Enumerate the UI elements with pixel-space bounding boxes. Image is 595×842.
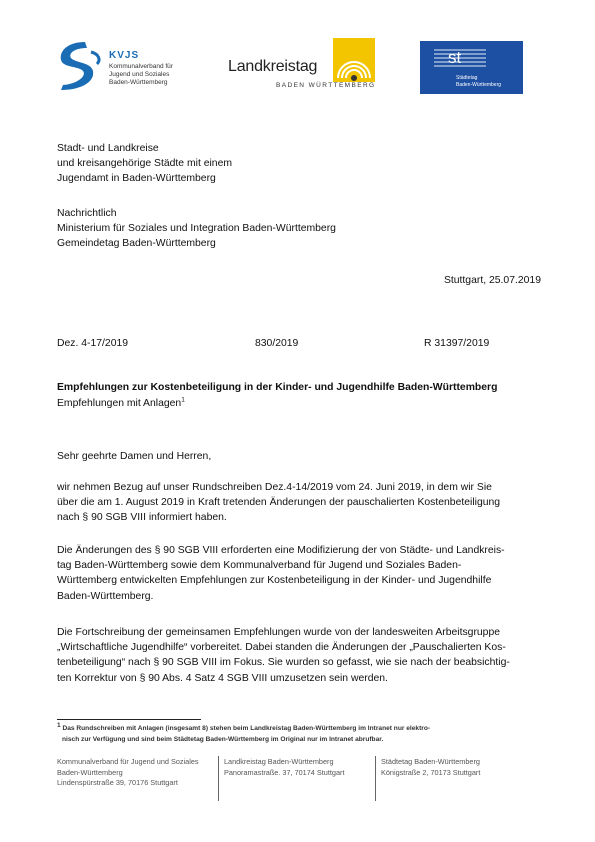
reference-number: 830/2019: [255, 338, 299, 349]
paragraph-line: wir nehmen Bezug auf unser Rundschreiben Dez.4-14/2019 vom 24. Juni 2019, in dem wir Sie: [57, 482, 492, 493]
svg-text:st: st: [448, 48, 462, 67]
recipient-block: [57, 141, 232, 187]
paragraph-3: [57, 625, 510, 686]
cc-block: [57, 206, 336, 252]
paragraph-line: Die Fortschreibung der gemeinsamen Empfehlungen wurde von der landesweiten Arbeitsgruppe: [57, 627, 501, 638]
kvjs-abbr: KVJS: [109, 50, 140, 61]
reference-dez: Dez. 4-17/2019: [57, 338, 129, 349]
recipient-line: und kreisangehörige Städte mit einem: [57, 158, 233, 170]
staedtetag-mark-icon: [434, 47, 486, 69]
kvjs-line-2: Jugend und Soziales: [109, 71, 170, 78]
subject-attachment: [57, 398, 185, 409]
footnote-rule: [57, 719, 201, 720]
footer-kvjs: [57, 757, 199, 789]
kvjs-emblem-icon: [55, 38, 103, 93]
footer-landkreistag: [224, 757, 344, 778]
paragraph-line: Württemberg entwickelten Empfehlungen zur Kostenbeteiligung in der Kinder- und Jugendhilfe: [57, 575, 492, 587]
paragraph-1: [57, 480, 500, 526]
paragraph-line: nach § 90 SGB VIII informiert haben.: [57, 512, 227, 524]
footer-line: Panoramastraße. 37, 70174 Stuttgart: [224, 767, 345, 777]
subject-title: Empfehlungen zur Kostenbeteiligung in der Kinder- und Jugendhilfe Baden-Württemberg: [57, 382, 498, 393]
footer-line: Städtetag Baden-Württemberg: [381, 757, 480, 766]
footnote: [57, 721, 431, 745]
landkreistag-emblem-icon: [333, 38, 375, 82]
kvjs-logo: [55, 38, 205, 93]
staedtetag-line-2: Baden-Württemberg: [456, 82, 502, 88]
recipient-line: Jugendamt in Baden-Württemberg: [57, 173, 216, 185]
staedtetag-logo: [420, 41, 523, 94]
footer-divider: [375, 756, 376, 801]
paragraph-line: über die am 1. August 2019 in Kraft tretenden Änderungen der pauschalierten Kostenbeteiligung: [57, 497, 501, 509]
salutation: Sehr geehrte Damen und Herren,: [57, 451, 212, 462]
recipient-line: Stadt- und Landkreise: [57, 143, 159, 154]
landkreistag-name: Landkreistag: [228, 58, 318, 75]
cc-line: Gemeindetag Baden-Württemberg: [57, 238, 216, 250]
cc-line: Ministerium für Soziales und Integration Baden-Württemberg: [57, 223, 336, 235]
landkreistag-logo: [228, 38, 383, 93]
paragraph-line: ten Korrektur von § 90 Abs. 4 Satz 4 SGB VIII umzusetzen sein werden.: [57, 672, 388, 684]
paragraph-line: „Wirtschaftliche Jugendhilfe“ vorbereitet. Dabei standen die Änderungen der „Pauschalierten Kos-: [57, 642, 506, 654]
footer-line: Kommunalverband für Jugend und Soziales: [57, 757, 199, 766]
footer-line: Königstraße 2, 70173 Stuttgart: [381, 767, 481, 777]
paragraph-line: Die Änderungen des § 90 SGB VIII erforderten eine Modifizierung der von Städte- und Landkreis-: [57, 545, 505, 556]
footnote-ref: 1: [181, 396, 185, 404]
footer-line: Baden-Württemberg: [57, 767, 123, 777]
footer-staedtetag: [381, 757, 480, 778]
footer-divider: [218, 756, 219, 801]
footer-line: Landkreistag Baden-Württemberg: [224, 757, 334, 766]
footnote-line: nisch zur Verfügung und sind beim Städtetag Baden-Württemberg im Original nur im Intranet abrufbar.: [62, 735, 384, 743]
letter-date: Stuttgart, 25.07.2019: [443, 275, 541, 286]
footnote-line: Das Rundschreiben mit Anlagen (insgesamt 8) stehen beim Landkreistag Baden-Württemberg im Intranet nur elektro-: [62, 725, 431, 732]
reference-r: R 31397/2019: [424, 338, 490, 349]
kvjs-line-3: Baden-Württemberg: [109, 79, 168, 86]
paragraph-line: tenbeteiligung“ nach § 90 SGB VIII im Fokus. Sie wurden so gefasst, wie sie nach der beabsichtig-: [57, 657, 510, 669]
paragraph-2: [57, 543, 505, 604]
staedtetag-line-1: Städtetag: [456, 75, 478, 81]
landkreistag-sub: BADEN WÜRTTEMBERG: [276, 82, 376, 89]
cc-line: Nachrichtlich: [57, 208, 117, 219]
footer-line: Lindenspürstraße 39, 70176 Stuttgart: [57, 778, 178, 787]
paragraph-line: Baden-Württemberg.: [57, 590, 154, 602]
attachment-label: Empfehlungen mit Anlagen: [57, 398, 182, 409]
footnote-mark: 1: [57, 721, 61, 729]
kvjs-line-1: Kommunalverband für: [109, 63, 173, 70]
paragraph-line: tag Baden-Württemberg sowie dem Kommunalverband für Jugend und Soziales Baden-: [57, 560, 462, 572]
